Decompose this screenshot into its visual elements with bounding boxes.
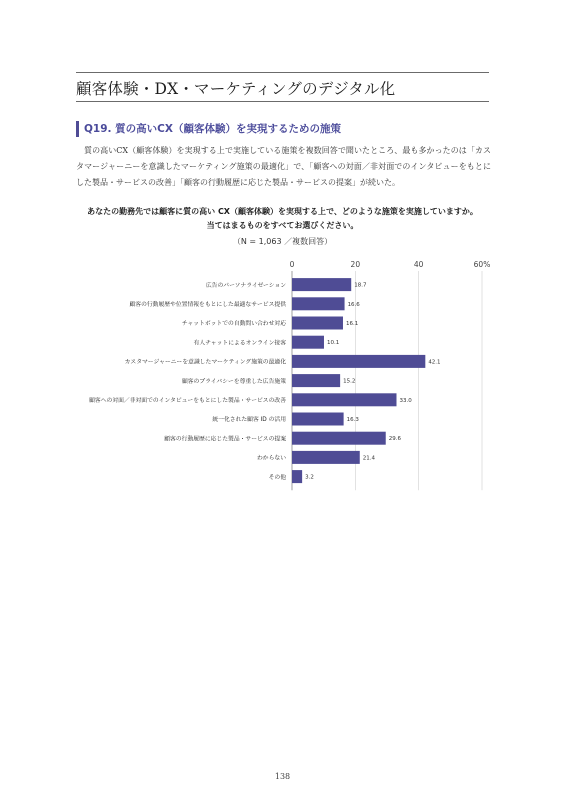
section-title: 顧客体験・DX・マーケティングのデジタル化: [76, 80, 396, 98]
bar: [292, 336, 324, 349]
x-tick-label: 0: [289, 260, 295, 269]
data-label: 18.7: [354, 282, 367, 289]
category-label: その他: [268, 474, 286, 481]
data-label: 10.1: [326, 340, 340, 347]
bar: [292, 413, 344, 426]
bar: [292, 393, 397, 406]
data-label: 33.0: [399, 397, 412, 404]
chart-title: [60, 205, 505, 233]
body-paragraph: 質の高いCX（顧客体験）を実現する上で実施している施策を複数回答で聞いたところ、最も多かったのは「カスタマージャーニーを意識したマーケティング施策の最適化」で、「顧客への対面／非対面でのインタビューをもとにした製品・サービスの改善」「顧客の行動履歴に応じた製品・サービスの提案」が続いた。: [76, 146, 491, 187]
category-label: 広告のパーソナライゼーション: [205, 282, 286, 289]
bar: [292, 374, 340, 387]
x-tick-label: 60%: [473, 260, 491, 269]
bar: [292, 355, 425, 368]
top-rule: [76, 72, 489, 73]
bar: [292, 432, 386, 445]
heading-accent-bar: [76, 121, 79, 137]
bar-chart: [0, 255, 565, 495]
category-label: カスタマージャーニーを意識したマーケティング施策の最適化: [124, 359, 286, 366]
data-label: 16.6: [347, 301, 360, 308]
data-label: 3.2: [305, 474, 314, 481]
category-label: 顧客の行動履歴に応じた製品・サービスの提案: [164, 436, 286, 443]
category-label: 顧客への対面／非対面でのインタビューをもとにした製品・サービスの改善: [89, 398, 286, 404]
data-label: 16.1: [345, 321, 359, 327]
category-label: 顧客の行動履歴や位置情報をもとにした最適なサービス提供: [129, 302, 286, 308]
category-label: 統一化された顧客 ID の活用: [212, 417, 286, 424]
question-heading-text: Q19. 質の高いCX（顧客体験）を実現するための施策: [84, 123, 341, 135]
bar: [292, 451, 360, 464]
chart-sample-note: （N = 1,063 ／複数回答）: [232, 237, 333, 246]
category-label: 顧客のプライバシーを尊重した広告施策: [181, 378, 286, 385]
bar: [292, 470, 302, 483]
data-label: 29.6: [388, 436, 401, 443]
bar: [292, 278, 351, 291]
category-label: チャットボットでの自動問い合わせ対応: [181, 321, 286, 328]
data-label: 15.2: [343, 378, 356, 385]
section-underline: [76, 101, 489, 102]
data-label: 16.3: [346, 417, 359, 423]
category-label: わからない: [257, 455, 286, 462]
chart-title-text: あなたの勤務先では顧客に質の高い CX（顧客体験）を実現する上で、どのような施策を実施していますか。 当てはまるものをすべてお選びください。: [87, 207, 478, 230]
bar: [292, 297, 345, 310]
category-label: 有人チャットによるオンライン接客: [193, 340, 286, 347]
data-label: 21.4: [362, 455, 376, 462]
data-label: 42.1: [428, 359, 441, 366]
x-tick-label: 20: [350, 260, 361, 269]
question-heading: [76, 120, 489, 138]
x-tick-label: 40: [413, 260, 424, 269]
page-number: 138: [274, 772, 291, 781]
bar: [292, 317, 343, 330]
